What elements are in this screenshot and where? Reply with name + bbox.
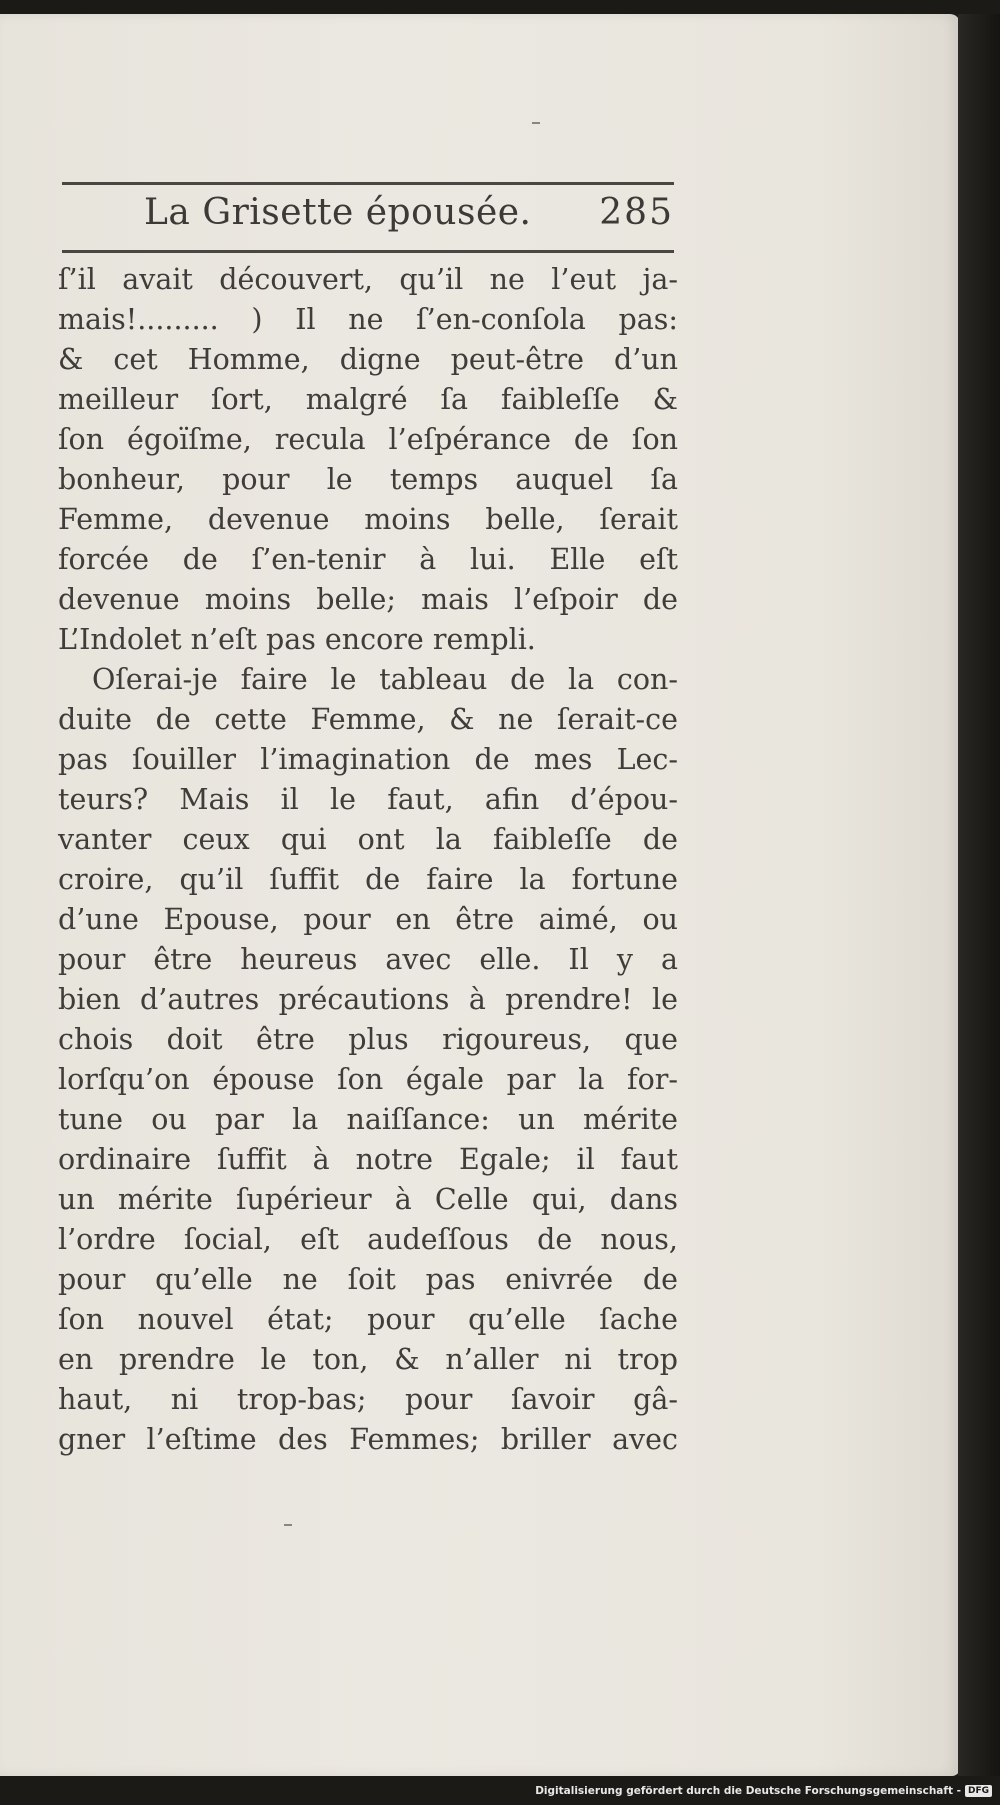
text-line: chois doit être plus rigoureus, que: [58, 1023, 678, 1056]
text-line: pour être heureus avec elle. Il y a: [58, 943, 678, 976]
text-line: en prendre le ton, & n’aller ni trop: [58, 1343, 678, 1376]
running-title: La Grisette épousée.: [144, 192, 532, 233]
text-line: l’ordre ſocial, eſt audeſſous de nous,: [58, 1223, 678, 1256]
text-line: pour qu’elle ne ſoit pas enivrée de: [58, 1263, 678, 1296]
paper-speck: [284, 1524, 292, 1526]
text-line: gner l’eſtime des Femmes; briller avec: [58, 1423, 678, 1456]
dfg-logo: DFG: [965, 1785, 992, 1797]
text-line: ſon nouvel état; pour qu’elle ſache: [58, 1303, 678, 1336]
text-line: ordinaire ſuffit à notre Egale; il faut: [58, 1143, 678, 1176]
text-line: d’une Epouse, pour en être aimé, ou: [58, 903, 678, 936]
text-line: ſon égoïſme, recula l’eſpérance de ſon: [58, 423, 678, 456]
text-line: tune ou par la naiſſance: un mérite: [58, 1103, 678, 1136]
text-line: duite de cette Femme, & ne ſerait-ce: [58, 703, 678, 736]
digitization-credit: [535, 1781, 992, 1801]
text-line: haut, ni trop-bas; pour ſavoir gâ-: [58, 1383, 678, 1416]
text-line: croire, qu’il ſuffit de faire la fortune: [58, 863, 678, 896]
text-line: & cet Homme, digne peut-être d’un: [58, 343, 678, 376]
running-header: [62, 178, 674, 258]
body-text: [58, 260, 678, 1460]
page-edge-shadow: [958, 14, 1000, 1776]
text-line: Oſerai-je faire le tableau de la con-: [92, 663, 678, 696]
page-number: 285: [599, 192, 674, 233]
text-line: L’Indolet n’eſt pas encore rempli.: [58, 623, 536, 656]
text-line: meilleur ſort, malgré ſa faibleſſe &: [58, 383, 678, 416]
text-line: forcée de ſ’en-tenir à lui. Elle eſt: [58, 543, 678, 576]
text-line: vanter ceux qui ont la faibleſſe de: [58, 823, 678, 856]
text-line: Femme, devenue moins belle, ſerait: [58, 503, 678, 536]
text-line: teurs? Mais il le faut, afin d’épou-: [58, 783, 678, 816]
header-rule-bottom: [62, 250, 674, 253]
text-line: lorſqu’on épouse ſon égale par la for-: [58, 1063, 678, 1096]
text-line: bonheur, pour le temps auquel ſa: [58, 463, 678, 496]
text-line: pas ſouiller l’imagination de mes Lec-: [58, 743, 678, 776]
header-rule-top: [62, 182, 674, 185]
text-line: bien d’autres précautions à prendre! le: [58, 983, 678, 1016]
text-line: mais!......... ) Il ne ſ’en-conſola pas:: [58, 303, 678, 336]
credit-text: Digitalisierung gefördert durch die Deutsche Forschungsgemeinschaft -: [535, 1785, 961, 1797]
paper-speck: [532, 122, 540, 124]
text-line: ſ’il avait découvert, qu’il ne l’eut ja-: [58, 263, 678, 296]
text-line: un mérite ſupérieur à Celle qui, dans: [58, 1183, 678, 1216]
text-line: devenue moins belle; mais l’eſpoir de: [58, 583, 678, 616]
